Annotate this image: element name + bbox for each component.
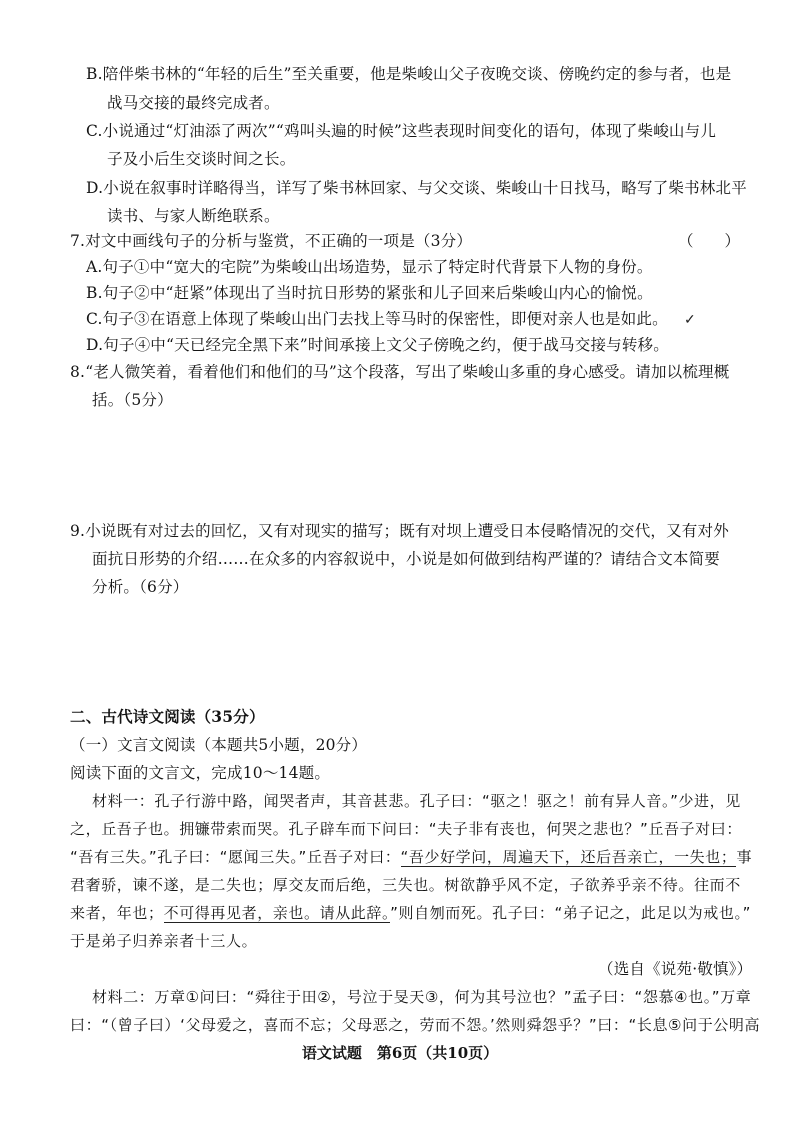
q7-option-d: D.句子④中“天已经完全黑下来”时间承接上文父子傍晚之约，便于战马交接与转移。	[86, 336, 669, 354]
q8-stem-line2: 括。（5分）	[92, 391, 173, 409]
material-1-line6: 于是弟子归养亲者十三人。	[70, 932, 258, 950]
section-2-instruction: 阅读下面的文言文，完成10～14题。	[70, 764, 331, 782]
underlined-sentence-1: “吾少好学问，周遍天下，还后吾亲亡，一失也；	[400, 848, 737, 866]
material-2-line2: 曰：“（曾子曰）‘父母爱之，喜而不忘；父母恶之，劳而不怨。’然则舜怨乎？”曰：“长息⑤问于公明高	[70, 1016, 761, 1034]
q6-option-c-line1: C.小说通过“灯油添了两次”“鸡叫头遍的时候”这些表现时间变化的语句，体现了柴峻山与儿	[86, 122, 717, 140]
q7-option-c: C.句子③在语意上体现了柴峻山出门去找上等马时的保密性，即便对亲人也是如此。	[86, 310, 668, 328]
q6-option-d-line1: D.小说在叙事时详略得当，详写了柴书林回家、与父交谈、柴峻山十日找马，略写了柴书林北平	[86, 179, 747, 197]
material-1-line3-part3: 事	[736, 848, 753, 866]
q6-option-c-line2: 子及小后生交谈时间之长。	[107, 150, 296, 168]
q7-stem: 7.对文中画线句子的分析与鉴赏，不正确的一项是（3分）	[70, 232, 473, 250]
material-1-line3	[70, 846, 752, 868]
material-1-source: （选自《说苑·敬慎》）	[598, 960, 753, 978]
section-2-title: 二、古代诗文阅读（35分）	[70, 707, 265, 726]
material-1-line4: 君奢骄，谏不遂，是二失也；厚交友而后绝，三失也。树欲静乎风不定，子欲养乎亲不待。往而不	[70, 876, 741, 894]
material-2-line1: 材料二：万章①问曰：“舜往于田②，号泣于旻天③，何为其号泣也？”孟子曰：“怨慕④也。”万章	[92, 988, 752, 1006]
handwritten-check-mark: ✓	[684, 312, 696, 328]
q6-option-b-line1: B.陪伴柴书林的“年轻的后生”至关重要，他是柴峻山父子夜晚交谈、傍晚约定的参与者，也是	[86, 65, 732, 83]
q7-answer-blank: （ ）	[678, 232, 741, 250]
material-1-line5	[70, 902, 751, 924]
material-1-line5-part3: ”则自刎而死。孔子曰：“弟子记之，此足以为戒也。”	[390, 904, 751, 922]
page-footer: 语文试题 第6页（共10页）	[301, 1044, 499, 1062]
q7-option-b: B.句子②中“赶紧”体现出了当时抗日形势的紧张和儿子回来后柴峻山内心的愉悦。	[86, 284, 653, 302]
q6-option-d-line2: 读书、与家人断绝联系。	[107, 207, 280, 225]
material-1-line5-part1: 来者，年也；	[70, 904, 164, 922]
q8-stem-line1: 8.“老人微笑着，看着他们和他们的马”这个段落，写出了柴峻山多重的身心感受。请加以梳理概	[70, 363, 730, 381]
q6-option-b-line2: 战马交接的最终完成者。	[107, 94, 280, 112]
q9-stem-line1: 9.小说既有对过去的回忆，又有对现实的描写；既有对坝上遭受日本侵略情况的交代，又有对外	[70, 522, 729, 540]
underlined-sentence-2: 不可得再见者，亲也。请从此辞。	[163, 904, 391, 922]
q9-stem-line2: 面抗日形势的介绍……在众多的内容叙说中，小说是如何做到结构严谨的？请结合文本简要	[92, 550, 721, 568]
material-1-line2: 之，丘吾子也。拥镰带索而哭。孔子辟车而下问曰：“夫子非有丧也，何哭之悲也？”丘吾子对曰：	[70, 820, 742, 838]
section-2-subtitle: （一）文言文阅读（本题共5小题，20分）	[70, 736, 368, 754]
material-1-line3-part1: “吾有三失。”孔子曰：“愿闻三失。”丘吾子对曰：	[70, 848, 401, 866]
q9-stem-line3: 分析。（6分）	[92, 578, 189, 596]
q7-option-a: A.句子①中“宽大的宅院”为柴峻山出场造势，显示了特定时代背景下人物的身份。	[86, 258, 653, 276]
material-1-line1: 材料一：孔子行游中路，闻哭者声，其音甚悲。孔子曰：“驱之！驱之！前有异人音。”少进，见	[92, 792, 741, 810]
